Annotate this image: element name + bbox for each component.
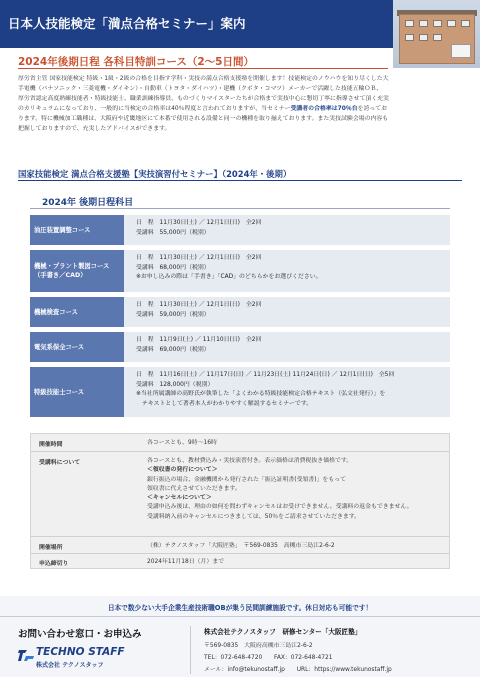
contact-divider (190, 626, 191, 674)
company-phone: TEL：072-648-4720 FAX：072-648-4721 (204, 655, 333, 661)
logo-subtext: 株式会社 テクノスタッフ (36, 662, 104, 669)
schedule-divider (30, 208, 450, 209)
course-note: ※当社所属講師の高野氏が執筆した「よくわかる特級技能検定合格テキスト（弘文社発行）」を (136, 391, 386, 397)
course-fee: 受講料 68,000円（税別） (136, 264, 210, 271)
info-label: 受講料について (39, 460, 81, 466)
company-name: 株式会社テクノスタッフ 研修センター「大阪匠塾」 (204, 628, 362, 636)
course-note: ※お申し込みの際は「手書き」「CAD」のどちらかをお選びください。 (136, 274, 322, 280)
intro-line: 手電機（パナソニック・三菱電機・ダイキン）・自動車（トヨタ・ダイハツ）・建機（クボタ・コマツ）メーカーで活躍した技能五輪ＯＢ、 (18, 86, 383, 92)
course-name: 特級技能士コース (30, 367, 124, 417)
cancel-note: 受講料納入前のキャンセルにつきましては、50％をご請求させていただきます。 (147, 513, 361, 520)
course-date: 日 程 11月30日(土) ／ 12月1日(日) 全2回 (136, 255, 262, 261)
course-details (136, 219, 444, 238)
course-name: 機械検査コース (30, 297, 124, 327)
course-fee: 受講料 59,000円（税別） (136, 311, 210, 318)
course-date: 日 程 11月30日(土) ／ 12月1日(日) 全2回 (136, 220, 262, 226)
info-label: 開催場所 (39, 545, 63, 551)
intro-line: 厚労省主管 国家技能検定 特級・1級・2級の合格を目指す学科・実技の満点合格支援塾を開催します！技能検定のノウハウを知り尽くした大 (18, 76, 389, 82)
footer-message: 日本で数少ない大手企業生産技術職OBが集う民間訓練施設です。休日対応も可能です！ (107, 604, 373, 612)
cancel-note: 受講申込み後は、理由の如何を問わずキャンセルはお受けできません。受講料の返金もできません。 (147, 504, 413, 511)
section-divider (18, 180, 462, 181)
pass-rate-highlight: 受講者の合格率は70％台 (290, 106, 358, 112)
logo-text: TECHNO STAFF (36, 646, 125, 658)
intro-line: ります。特に機械加工職種は、大阪府や近畿地区にて本番で使用される設備と同一の機種を取り揃えております。また実技試験会場の内容も (18, 116, 389, 122)
building-photo (393, 0, 480, 68)
course-name: 電気系保全コース (30, 332, 124, 362)
cancel-heading: ＜キャンセルについて＞ (147, 495, 212, 502)
course-card-inspection (30, 297, 450, 327)
info-label: 申込締切り (39, 561, 69, 567)
course-card-hydraulic (30, 215, 450, 245)
course-fee: 受講料 69,000円（税別） (136, 346, 210, 353)
intro-line-text: のカリキュラムになっており、一般的に当検定の合格率は40％程度と言われておりますが、当セミナー (18, 106, 291, 112)
page-title: 日本人技能検定「満点合格セミナー」案内 (8, 16, 246, 31)
intro-line: 把握しておりますので、充実したアドバイスができます。 (18, 126, 171, 132)
course-details (136, 371, 444, 409)
info-row-venue (31, 537, 449, 553)
info-value (147, 457, 447, 522)
fee-note: 各コースとも、教材費込み・実技演習付き。表示価格は消費税抜き価格です。 (147, 458, 353, 464)
info-table (30, 433, 450, 569)
footer-divider (0, 616, 480, 617)
intro-line (18, 104, 466, 114)
section-title: 国家技能検定 満点合格支援塾【実技演習付セミナー】（2024年・後期） (18, 169, 292, 179)
course-fee: 受講料 55,000円（税別） (136, 229, 210, 236)
intro-paragraph (18, 74, 466, 134)
contact-title: お問い合わせ窓口・お申込み (18, 629, 142, 640)
course-details (136, 301, 444, 320)
info-label: 開催時間 (39, 442, 63, 448)
receipt-note: 領収書に代えさせていただきます。 (147, 485, 241, 492)
info-value: 各コースとも、9時〜16時 (147, 440, 217, 446)
company-email-url: メール：info@tekunostaff.jp URL：https://www.tekunostaff.jp (204, 667, 392, 673)
company-address: 〒569-0835 大阪府高槻市三島江2-6-2 (204, 643, 313, 649)
course-name: 機械・プラント製図コース（手書き／CAD） (30, 250, 124, 292)
course-date: 日 程 11月9日(土) ／ 11月10日(日) 全2回 (136, 337, 262, 343)
course-card-special-grade (30, 367, 450, 417)
intro-line-tail: を誇ってお (357, 106, 388, 112)
receipt-heading: ＜領収書の発行について＞ (147, 467, 218, 474)
course-note: テキストとして著者本人がわかりやすく解説するセミナーです。 (136, 400, 313, 407)
course-card-drafting (30, 250, 450, 292)
info-row-deadline (31, 554, 449, 569)
logo-mark-icon (18, 647, 34, 663)
course-details (136, 254, 444, 283)
info-value: （株）テクノスタッフ「大阪匠塾」 〒569-0835 高槻市三島江2-6-2 (147, 543, 335, 549)
subtitle-divider (18, 68, 388, 69)
course-name: 油圧装置調整コース (30, 215, 124, 245)
course-card-electrical (30, 332, 450, 362)
company-logo (18, 646, 128, 674)
course-date: 日 程 11月30日(土) ／ 12月1日(日) 全2回 (136, 302, 262, 308)
course-fee: 受講料 128,000円（税別） (136, 381, 214, 388)
schedule-title: 2024年 後期日程科目 (42, 198, 134, 208)
receipt-note: 銀行振込の場合、金融機関から発行された「振込証明書(受領書)」をもって (147, 476, 346, 483)
course-details (136, 336, 444, 355)
info-value: 2024年11月18日（月）まで (147, 559, 225, 565)
course-subtitle: 2024年後期日程 各科目特訓コース（2〜5日間） (18, 56, 254, 68)
intro-line: 厚労省認定高度熟練技能者・特級技能士、職業訓練指導員、ものづくりマイスターたちが合格まで実技中心に懇切丁寧に指導させて頂く充実 (18, 96, 389, 102)
info-row-fees (31, 452, 449, 536)
course-date: 日 程 11月16日(土) ／ 11月17日(日) ／ 11月23日(土) 11月24日(日) ／ 12月1日(日) 全5回 (136, 372, 395, 378)
info-row-hours (31, 434, 449, 450)
